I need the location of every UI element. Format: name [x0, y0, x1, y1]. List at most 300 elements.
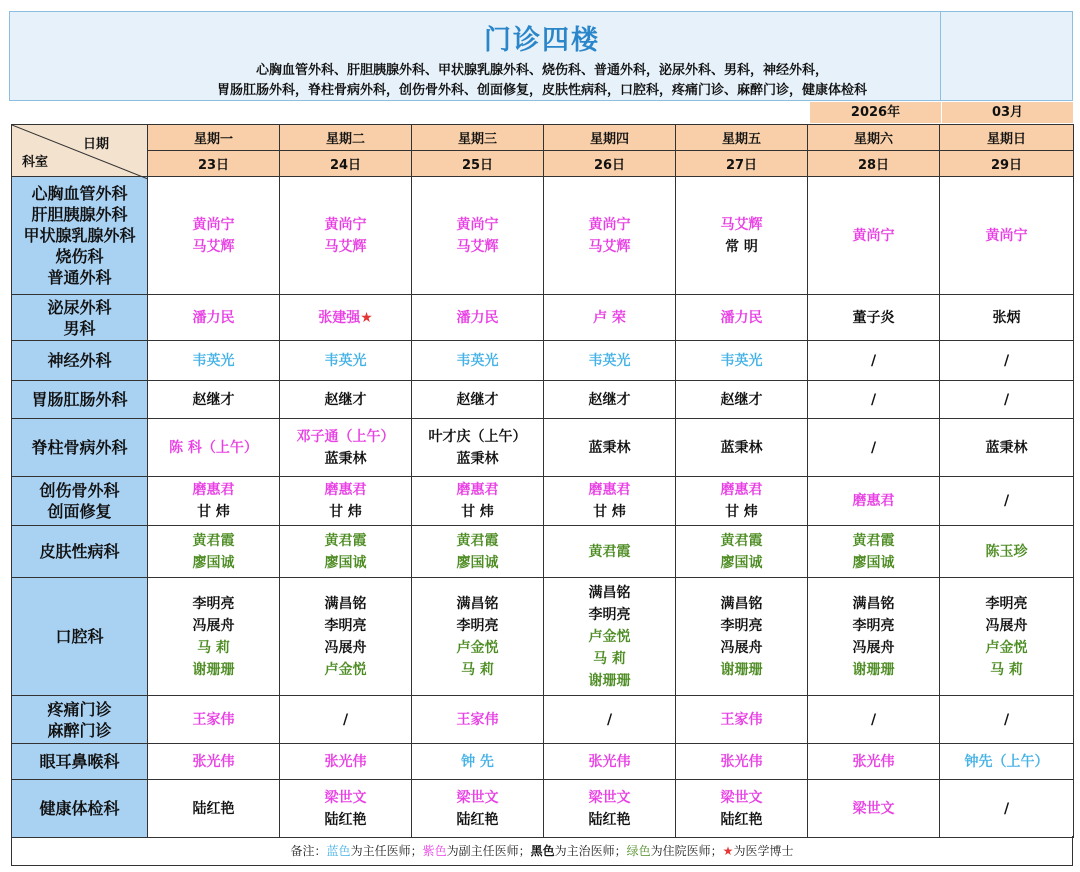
department-name: 甲状腺乳腺外科	[23, 226, 136, 245]
department-cell	[12, 696, 148, 744]
date-header: 24日	[280, 151, 412, 177]
doctor-name	[148, 798, 279, 820]
doctor-name	[412, 809, 543, 831]
schedule-cell	[412, 341, 544, 381]
schedule-cell	[412, 744, 544, 780]
department-cell	[12, 744, 148, 780]
schedule-cell	[808, 177, 940, 295]
department-name: 烧伤科	[55, 247, 104, 266]
doctor-name	[412, 426, 543, 448]
doctor-name-text: 李明亮	[588, 606, 631, 623]
doctor-name-text: 韦英光	[720, 352, 763, 369]
doctor-name-text: 谢珊珊	[852, 661, 895, 678]
schedule-row	[12, 295, 1074, 341]
header-banner	[9, 11, 1073, 101]
doctor-name-text: 谢珊珊	[588, 672, 631, 689]
date-header: 27日	[676, 151, 808, 177]
doctor-name	[148, 501, 279, 523]
doctor-name	[148, 709, 279, 731]
doctor-name	[148, 593, 279, 615]
doctor-name	[148, 637, 279, 659]
schedule-cell	[412, 526, 544, 578]
legend-black: 黑色	[530, 844, 555, 858]
schedule-cell	[148, 177, 280, 295]
doctor-name-text: 卢金悦	[588, 628, 631, 645]
doctor-name-text: 韦英光	[192, 352, 235, 369]
schedule-cell	[148, 526, 280, 578]
schedule-cell	[148, 578, 280, 696]
schedule-cell	[148, 744, 280, 780]
doctor-name	[676, 751, 807, 773]
no-clinic-slash	[280, 709, 411, 731]
doctor-name-text: 李明亮	[456, 617, 499, 634]
legend-prefix: 备注：	[290, 844, 327, 858]
schedule-row	[12, 696, 1074, 744]
doctor-name	[676, 637, 807, 659]
no-clinic-slash	[940, 389, 1073, 411]
schedule-row	[12, 477, 1074, 526]
doctor-name-text: 黄尚宁	[456, 216, 499, 233]
doctor-name-text: 梁世文	[456, 789, 499, 806]
doctor-name	[940, 225, 1073, 247]
doctor-name	[412, 479, 543, 501]
doctor-name	[544, 751, 675, 773]
doctor-name	[544, 236, 675, 258]
doctor-name	[280, 637, 411, 659]
doctor-name	[544, 307, 675, 329]
year-label: 2026年	[810, 102, 941, 123]
doctor-name	[280, 751, 411, 773]
schedule-cell	[940, 341, 1074, 381]
schedule-cell	[940, 477, 1074, 526]
doctor-name	[148, 530, 279, 552]
schedule-cell	[148, 419, 280, 477]
doctor-name	[808, 751, 939, 773]
doctor-name-text: 王家伟	[192, 711, 235, 728]
doctor-name	[676, 501, 807, 523]
doctor-name-text: 满昌铭	[324, 595, 367, 612]
schedule-cell	[280, 295, 412, 341]
department-name: 创伤骨外科	[39, 481, 120, 500]
doctor-name-text: 马 莉	[593, 650, 626, 667]
schedule-cell	[280, 477, 412, 526]
doctor-name	[808, 798, 939, 820]
doctor-name-text: 冯展舟	[720, 639, 763, 656]
schedule-cell	[676, 526, 808, 578]
doctor-name	[544, 541, 675, 563]
doctor-name-text: 卢金悦	[324, 661, 367, 678]
doctor-name-text: 韦英光	[588, 352, 631, 369]
schedule-cell	[544, 780, 676, 838]
doctor-name-text: /	[870, 352, 877, 369]
schedule-cell	[280, 744, 412, 780]
department-name: 神经外科	[47, 351, 112, 370]
doctor-name-text: /	[342, 711, 349, 728]
doctor-name-text: 李明亮	[192, 595, 235, 612]
doctor-name-text: 叶才庆（上午）	[428, 428, 527, 445]
schedule-cell	[676, 381, 808, 419]
doctor-name-text: 磨惠君	[324, 482, 367, 498]
doctor-name-text: 磨惠君	[720, 482, 763, 498]
schedule-cell	[940, 696, 1074, 744]
doctor-name	[808, 615, 939, 637]
doctor-name	[148, 659, 279, 681]
no-clinic-slash	[940, 709, 1073, 731]
schedule-row	[12, 780, 1074, 838]
department-cell	[12, 381, 148, 419]
doctor-name-text: 梁世文	[588, 789, 631, 806]
department-name: 疼痛门诊	[47, 699, 112, 719]
doctor-name-text: 李明亮	[720, 617, 763, 634]
legend-purple: 紫色	[422, 844, 447, 858]
doctor-name-text: 蓝秉林	[985, 439, 1028, 456]
department-name: 眼耳鼻喉科	[39, 752, 120, 771]
department-cell	[12, 477, 148, 526]
doctor-name	[544, 214, 675, 236]
no-clinic-slash	[808, 389, 939, 411]
doctor-name-text: 冯展舟	[324, 639, 367, 656]
weekday-header: 星期日	[940, 125, 1074, 151]
schedule-cell	[940, 780, 1074, 838]
doctor-name-text: 甘 炜	[461, 504, 494, 520]
schedule-cell	[808, 341, 940, 381]
doctor-name-text: 张光伟	[192, 753, 235, 770]
doctor-name	[280, 552, 411, 574]
legend-footer	[11, 836, 1073, 866]
doctor-name-text: 马艾辉	[192, 238, 235, 255]
schedule-cell	[676, 744, 808, 780]
doctor-name-text: 黄尚宁	[192, 216, 235, 233]
department-name: 肝胆胰腺外科	[31, 205, 128, 224]
doctor-name-text: /	[870, 391, 877, 408]
department-cell	[12, 578, 148, 696]
weekday-header: 星期四	[544, 125, 676, 151]
doctor-name	[676, 593, 807, 615]
doctor-name-text: 赵继才	[588, 391, 631, 408]
schedule-row	[12, 419, 1074, 477]
schedule-cell	[280, 526, 412, 578]
doctor-name-text: 蓝秉林	[588, 439, 631, 456]
doctor-name	[412, 637, 543, 659]
doctor-name-text: 张炳	[992, 309, 1021, 326]
doctor-name	[412, 307, 543, 329]
doctor-name	[676, 809, 807, 831]
doctor-name-text: 钟先（上午）	[964, 753, 1049, 770]
schedule-cell	[544, 295, 676, 341]
weekday-header: 星期一	[148, 125, 280, 151]
legend-purple-desc: 为副主任医师；	[446, 844, 531, 858]
doctor-name-text: 钟 先	[461, 753, 494, 770]
doctor-name-text: 黄尚宁	[588, 216, 631, 233]
schedule-cell	[940, 177, 1074, 295]
doctor-name	[676, 214, 807, 236]
doctor-name	[280, 530, 411, 552]
department-cell	[12, 526, 148, 578]
doctor-name-text: 潘力民	[192, 309, 235, 326]
schedule-cell	[280, 341, 412, 381]
doctor-name-text: 黄君霞	[588, 543, 631, 560]
legend-green-desc: 为住院医师；	[650, 844, 723, 858]
schedule-cell	[148, 295, 280, 341]
doctor-name-text: 陆红艳	[720, 811, 763, 828]
schedule-row	[12, 177, 1074, 295]
doctor-name-text: 马 莉	[197, 639, 230, 656]
schedule-cell	[280, 780, 412, 838]
doctor-name-text: 甘 炜	[197, 504, 230, 520]
doctor-name-text: 廖国诚	[720, 554, 763, 571]
schedule-cell	[940, 578, 1074, 696]
doctor-name	[808, 530, 939, 552]
schedule-cell	[412, 295, 544, 341]
schedule-cell	[940, 744, 1074, 780]
doctor-name-text: 蓝秉林	[720, 439, 763, 456]
doctor-name-text: 常 明	[725, 238, 758, 255]
weekday-header: 星期二	[280, 125, 412, 151]
doctor-name	[148, 214, 279, 236]
doctor-name	[544, 582, 675, 604]
no-clinic-slash	[940, 798, 1073, 820]
schedule-cell	[940, 419, 1074, 477]
doctor-name-text: 陈 科（上午）	[169, 439, 258, 456]
doctor-name-text: 廖国诚	[456, 554, 499, 571]
doctor-name	[676, 552, 807, 574]
doctor-name-text: 梁世文	[852, 800, 895, 817]
schedule-cell	[412, 477, 544, 526]
schedule-cell	[676, 419, 808, 477]
month-label: 03月	[942, 102, 1073, 123]
doctor-name	[940, 615, 1073, 637]
doctor-name-text: /	[1003, 352, 1010, 369]
doctor-name-text: 卢金悦	[456, 639, 499, 656]
no-clinic-slash	[544, 709, 675, 731]
schedule-cell	[676, 578, 808, 696]
department-name: 皮肤性病科	[39, 542, 120, 561]
schedule-cell	[544, 696, 676, 744]
doctor-name-text: 黄尚宁	[852, 227, 895, 244]
doctor-name-text: 廖国诚	[192, 554, 235, 571]
legend-green: 绿色	[626, 844, 651, 858]
doctor-name	[148, 350, 279, 372]
doctor-name-text: 蓝秉林	[324, 450, 367, 467]
doctor-name-text: 王家伟	[456, 711, 499, 728]
schedule-cell	[808, 780, 940, 838]
doctor-name	[412, 709, 543, 731]
department-cell	[12, 419, 148, 477]
doctor-name-text: 冯展舟	[852, 639, 895, 656]
schedule-cell	[940, 295, 1074, 341]
doctor-name	[676, 709, 807, 731]
doctor-name	[412, 593, 543, 615]
doctor-name-text: 磨惠君	[852, 493, 895, 509]
doctor-name-text: 陆红艳	[588, 811, 631, 828]
schedule-cell	[148, 341, 280, 381]
date-axis-label: 日期	[82, 137, 109, 152]
doctor-name-text: 潘力民	[720, 309, 763, 326]
doctor-name	[544, 648, 675, 670]
schedule-cell	[940, 526, 1074, 578]
doctor-name-text: 邓子通（上午）	[296, 428, 395, 445]
schedule-cell	[676, 696, 808, 744]
department-cell	[12, 177, 148, 295]
doctor-name	[280, 426, 411, 448]
department-name: 口腔科	[55, 627, 104, 646]
schedule-cell	[544, 177, 676, 295]
schedule-cell	[280, 177, 412, 295]
schedule-cell	[412, 578, 544, 696]
doctor-name	[544, 350, 675, 372]
doctor-name-text: 磨惠君	[456, 482, 499, 498]
date-header: 26日	[544, 151, 676, 177]
schedule-cell	[412, 780, 544, 838]
doctor-name	[940, 593, 1073, 615]
schedule-cell	[148, 780, 280, 838]
doctor-name-text: 满昌铭	[456, 595, 499, 612]
doctor-name	[412, 236, 543, 258]
schedule-cell	[808, 526, 940, 578]
legend-star-desc: 为医学博士	[733, 844, 794, 858]
doctor-name	[280, 448, 411, 470]
schedule-cell	[280, 578, 412, 696]
doctor-name-text: 黄尚宁	[324, 216, 367, 233]
schedule-cell	[412, 381, 544, 419]
corner-header	[12, 125, 148, 177]
doctor-name-text: 磨惠君	[588, 482, 631, 498]
schedule-cell	[676, 341, 808, 381]
doctor-name	[412, 214, 543, 236]
doctor-name-text: 谢珊珊	[192, 661, 235, 678]
doctor-name	[412, 552, 543, 574]
schedule-cell	[940, 381, 1074, 419]
doctor-name-text: 黄君霞	[324, 532, 367, 549]
schedule-cell	[544, 381, 676, 419]
schedule-row	[12, 381, 1074, 419]
doctor-name-text: 张光伟	[852, 753, 895, 770]
department-name: 普通外科	[47, 268, 112, 287]
page-title: 门诊四楼	[484, 25, 600, 56]
schedule-cell	[148, 477, 280, 526]
doctor-name	[280, 479, 411, 501]
doctor-name-text: 卢金悦	[985, 639, 1028, 656]
doctor-name-text: 张光伟	[720, 753, 763, 770]
legend-star-icon: ★	[722, 844, 734, 858]
doctor-name-text: 张光伟	[324, 753, 367, 770]
doctor-name	[676, 787, 807, 809]
doctor-name	[544, 389, 675, 411]
doctor-name	[808, 637, 939, 659]
schedule-cell	[808, 477, 940, 526]
doctor-name-text: 马艾辉	[456, 238, 499, 255]
doctor-name	[280, 236, 411, 258]
doctor-name-text: 李明亮	[324, 617, 367, 634]
doctor-name-text: 满昌铭	[588, 584, 631, 601]
doctor-name	[544, 809, 675, 831]
doctor-name	[544, 626, 675, 648]
doctor-name-text: 冯展舟	[192, 617, 235, 634]
department-name: 脊柱骨病外科	[31, 438, 128, 457]
doctor-name-text: 张光伟	[588, 753, 631, 770]
doctor-name	[148, 479, 279, 501]
department-name: 麻醉门诊	[47, 720, 112, 740]
doctor-name-text: 黄君霞	[852, 532, 895, 549]
schedule-row	[12, 744, 1074, 780]
doctor-name-text: 马 莉	[990, 661, 1023, 678]
schedule-cell	[412, 177, 544, 295]
doctor-name	[412, 659, 543, 681]
schedule-cell	[544, 578, 676, 696]
doctor-name	[676, 659, 807, 681]
doctor-name-text: 甘 炜	[329, 504, 362, 520]
schedule-cell	[808, 578, 940, 696]
schedule-table	[11, 124, 1074, 838]
schedule-cell	[280, 419, 412, 477]
department-cell	[12, 780, 148, 838]
doctor-name-text: 甘 炜	[593, 504, 626, 520]
doctor-name-text: 谢珊珊	[720, 661, 763, 678]
schedule-cell	[280, 696, 412, 744]
doctor-name-text: 赵继才	[324, 391, 367, 408]
legend-black-desc: 为主治医师；	[554, 844, 627, 858]
date-header: 28日	[808, 151, 940, 177]
no-clinic-slash	[808, 437, 939, 459]
doctor-name-text: 李明亮	[985, 595, 1028, 612]
legend-blue-desc: 为主任医师；	[350, 844, 423, 858]
doctor-name	[412, 389, 543, 411]
doctor-name-text: 韦英光	[456, 352, 499, 369]
doctor-name-text: 梁世文	[324, 789, 367, 806]
doctor-name	[148, 236, 279, 258]
doctor-name-text: /	[1003, 800, 1010, 817]
schedule-cell	[808, 295, 940, 341]
doctor-name	[676, 307, 807, 329]
doctor-name-text: 满昌铭	[720, 595, 763, 612]
doctor-name	[940, 437, 1073, 459]
schedule-cell	[676, 780, 808, 838]
doctor-name-text: 马艾辉	[720, 216, 763, 233]
doctor-name	[808, 659, 939, 681]
department-name: 创面修复	[47, 502, 112, 521]
doctor-name	[280, 389, 411, 411]
weekday-header-row	[12, 125, 1074, 151]
schedule-cell	[544, 477, 676, 526]
doctor-name-text: 董子炎	[852, 309, 895, 326]
schedule-cell	[544, 419, 676, 477]
doctor-name-text: 卢 荣	[593, 309, 626, 326]
no-clinic-slash	[940, 350, 1073, 372]
department-name: 心胸血管外科	[31, 184, 128, 203]
doctor-name-text: 王家伟	[720, 711, 763, 728]
doctor-name-text: 冯展舟	[985, 617, 1028, 634]
doctor-name	[544, 604, 675, 626]
doctor-name-text: 甘 炜	[725, 504, 758, 520]
doctor-name-text: 陈玉珍	[985, 543, 1028, 560]
doctor-name	[808, 307, 939, 329]
doctor-name-text: 张建强	[318, 309, 361, 326]
doctor-name	[412, 501, 543, 523]
schedule-row	[12, 341, 1074, 381]
doctor-name	[808, 490, 939, 512]
department-list-line-2: 胃肠肛肠外科，脊柱骨病外科，创伤骨外科、创面修复，皮肤性病科，口腔科，疼痛门诊、麻醉门诊，健康体检科	[216, 83, 867, 98]
doctor-name-text: 廖国诚	[324, 554, 367, 571]
schedule-cell	[676, 477, 808, 526]
doctor-name	[544, 437, 675, 459]
department-cell	[12, 341, 148, 381]
no-clinic-slash	[940, 490, 1073, 512]
date-header-row	[12, 151, 1074, 177]
doctor-name-text: 陆红艳	[456, 811, 499, 828]
doctor-name	[676, 530, 807, 552]
doctor-name-text: 黄君霞	[720, 532, 763, 549]
schedule-cell	[544, 341, 676, 381]
